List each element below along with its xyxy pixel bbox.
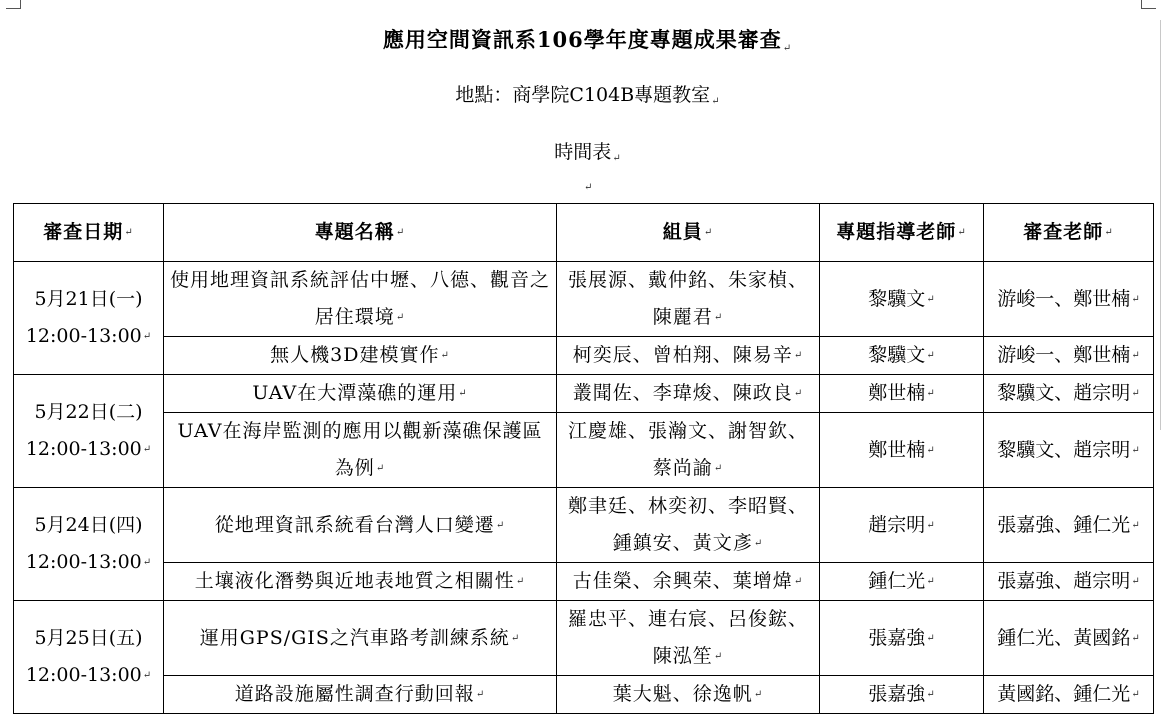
members-cell: 葉大魁、徐逸帆↵ [557,676,820,714]
document-title-text: 應用空間資訊系106學年度專題成果審查 [382,27,782,52]
topic-cell: 道路設施屬性調查行動回報↵ [164,676,557,714]
time-text: 12:00-13:00↵ [25,325,152,347]
topic-cell: 從地理資訊系統看台灣人口變遷↵ [164,488,557,563]
members-cell: 張展源、戴仲銘、朱家楨、陳麗君↵ [557,262,820,337]
date-cell [14,375,164,488]
table-header-row [14,204,1154,262]
table-row [14,337,1154,375]
date-text: 5月21日(一) [34,288,143,310]
time-text: 12:00-13:00↵ [25,664,152,686]
members-cell: 叢聞佐、李瑋焌、陳政良↵ [557,375,820,413]
empty-paragraph-mark: ↵ [584,182,593,193]
advisor-cell: 張嘉強↵ [820,676,984,714]
page-corner-marker-right [1141,0,1156,9]
reviewers-cell: 游峻一、鄭世楠↵ [984,262,1154,337]
reviewers-cell: 張嘉強、鍾仁光↵ [984,488,1154,563]
advisor-cell: 趙宗明↵ [820,488,984,563]
schedule-heading [0,137,1162,164]
table-row [14,563,1154,601]
date-text: 5月24日(四) [34,514,143,536]
header-members: 組員↵ [557,204,820,262]
date-cell [14,262,164,375]
table-row [14,488,1154,563]
date-cell [14,488,164,601]
topic-cell: 無人機3D建模實作↵ [164,337,557,375]
header-date: 審查日期↵ [14,204,164,262]
paragraph-mark: ↵ [612,153,621,164]
members-cell: 江慶雄、張瀚文、謝智欽、蔡尚諭↵ [557,413,820,488]
schedule-label: 時間表 [554,141,612,163]
topic-cell: 土壤液化潛勢與近地表地質之相關性↵ [164,563,557,601]
members-cell: 古佳榮、余興荣、葉增煒↵ [557,563,820,601]
advisor-cell: 鍾仁光↵ [820,563,984,601]
page-corner-marker-left [6,0,21,9]
reviewers-cell: 黎驥文、趙宗明↵ [984,413,1154,488]
reviewers-cell: 黃國銘、鍾仁光↵ [984,676,1154,714]
paragraph-mark: ↵ [782,43,793,54]
date-text: 5月25日(五) [34,627,143,649]
members-cell: 羅忠平、連右宸、呂俊鋐、陳泓笙↵ [557,601,820,676]
time-text: 12:00-13:00↵ [25,438,152,460]
topic-cell: UAV在海岸監測的應用以觀新藻礁保護區為例↵ [164,413,557,488]
location-line [0,80,1162,107]
advisor-cell: 鄭世楠↵ [820,413,984,488]
schedule-table [13,203,1154,714]
reviewers-cell: 張嘉強、趙宗明↵ [984,563,1154,601]
advisor-cell: 鄭世楠↵ [820,375,984,413]
header-topic: 專題名稱↵ [164,204,557,262]
table-row [14,262,1154,337]
reviewers-cell: 游峻一、鄭世楠↵ [984,337,1154,375]
header-advisor: 專題指導老師↵ [820,204,984,262]
advisor-cell: 黎驥文↵ [820,262,984,337]
reviewers-cell: 黎驥文、趙宗明↵ [984,375,1154,413]
advisor-cell: 黎驥文↵ [820,337,984,375]
members-cell: 鄭聿廷、林奕初、李昭賢、鍾鎮安、黃文彥↵ [557,488,820,563]
table-row [14,413,1154,488]
paragraph-mark: ↵ [711,96,720,107]
members-cell: 柯奕辰、曾柏翔、陳易辛↵ [557,337,820,375]
header-reviewers: 審查老師↵ [984,204,1154,262]
table-row [14,676,1154,714]
document-title [0,24,1162,54]
topic-cell: 使用地理資訊系統評估中壢、八德、觀音之居住環境↵ [164,262,557,337]
location-text: 地點：商學院C104B專題教室 [455,84,711,106]
reviewers-cell: 鍾仁光、黃國銘↵ [984,601,1154,676]
table-row [14,375,1154,413]
advisor-cell: 張嘉強↵ [820,601,984,676]
time-text: 12:00-13:00↵ [25,551,152,573]
table-row [14,601,1154,676]
date-cell [14,601,164,714]
topic-cell: UAV在大潭藻礁的運用↵ [164,375,557,413]
date-text: 5月22日(二) [34,401,143,423]
topic-cell: 運用GPS/GIS之汽車路考訓練系統↵ [164,601,557,676]
